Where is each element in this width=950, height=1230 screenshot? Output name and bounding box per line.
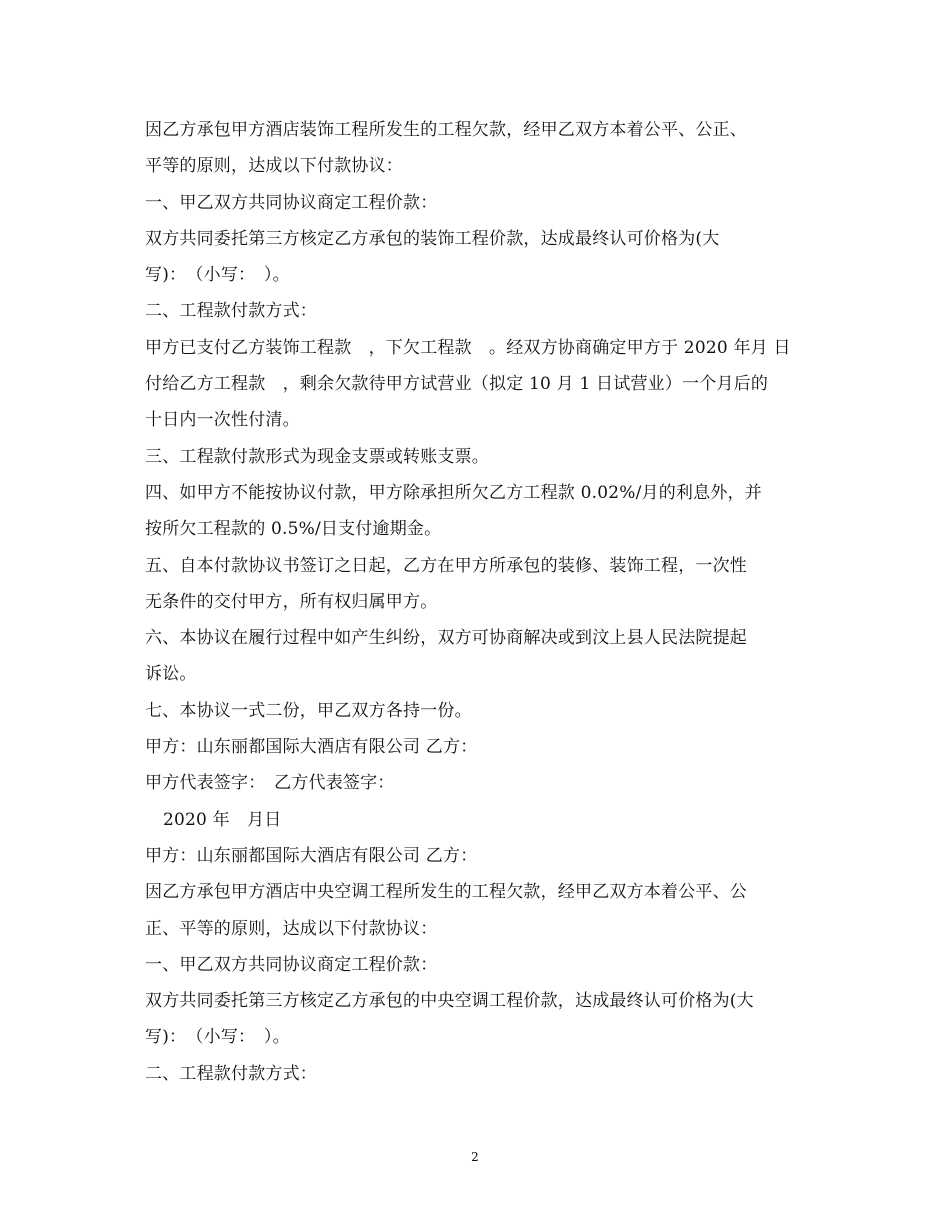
section-heading-1: 一、甲乙双方共同协议商定工程价款： xyxy=(145,192,438,213)
party-line-1: 甲方：山东丽都国际大酒店有限公司 乙方： xyxy=(145,737,478,758)
text-line-5: 写)： （小写： ）。 xyxy=(145,265,290,286)
text-line-23: 正、平等的原则，达成以下付款协议： xyxy=(145,918,438,939)
text-line-26: 写)： （小写： ）。 xyxy=(145,1027,290,1048)
text-line-1: 因乙方承包甲方酒店装饰工程所发生的工程欠款，经甲乙双方本着公平、公正、 xyxy=(145,120,747,140)
document-body xyxy=(145,112,810,1092)
text-line-2: 平等的原则，达成以下付款协议： xyxy=(145,156,403,177)
section-heading-2: 二、工程款付款方式： xyxy=(145,301,317,322)
text-line-8: 付给乙方工程款 ，剩余欠款待甲方试营业（拟定 10 月 1 日试营业）一个月后的 xyxy=(145,374,769,395)
section-heading-9: 二、工程款付款方式： xyxy=(145,1063,317,1084)
section-heading-6: 六、本协议在履行过程中如产生纠纷，双方可协商解决或到汶上县人民法院提起 xyxy=(145,628,747,649)
text-line-9: 十日内一次性付清。 xyxy=(145,410,300,431)
text-line-16: 诉讼。 xyxy=(145,664,197,685)
text-line-25: 双方共同委托第三方核定乙方承包的中央空调工程价款，达成最终认可价格为(大 xyxy=(145,991,754,1012)
text-line-12: 按所欠工程款的 0.5%/日支付逾期金。 xyxy=(145,519,442,540)
section-heading-8: 一、甲乙双方共同协议商定工程价款： xyxy=(145,954,438,975)
section-heading-4: 四、如甲方不能按协议付款，甲方除承担所欠乙方工程款 0.02%/月的利息外，并 xyxy=(145,482,762,503)
text-line-14: 无条件的交付甲方，所有权归属甲方。 xyxy=(145,591,438,612)
text-line-7: 甲方已支付乙方装饰工程款 ，下欠工程款 。经双方协商确定甲方于 2020 年月 日 xyxy=(145,337,791,358)
party-line-2: 甲方：山东丽都国际大酒店有限公司 乙方： xyxy=(145,845,478,866)
section-heading-3: 三、工程款付款形式为现金支票或转账支票。 xyxy=(145,446,489,467)
section-heading-5: 五、自本付款协议书签订之日起，乙方在甲方所承包的装修、装饰工程，一次性 xyxy=(145,555,747,576)
section-heading-7: 七、本协议一式二份，甲乙双方各持一份。 xyxy=(145,700,472,721)
signature-line: 甲方代表签字： 乙方代表签字： xyxy=(145,773,395,794)
page-number: 2 xyxy=(471,1150,479,1164)
text-line-22: 因乙方承包甲方酒店中央空调工程所发生的工程欠款，经甲乙双方本着公平、公 xyxy=(145,882,747,903)
text-line-4: 双方共同委托第三方核定乙方承包的装饰工程价款，达成最终认可价格为(大 xyxy=(145,228,720,249)
date-line: 2020 年 月日 xyxy=(163,809,282,830)
